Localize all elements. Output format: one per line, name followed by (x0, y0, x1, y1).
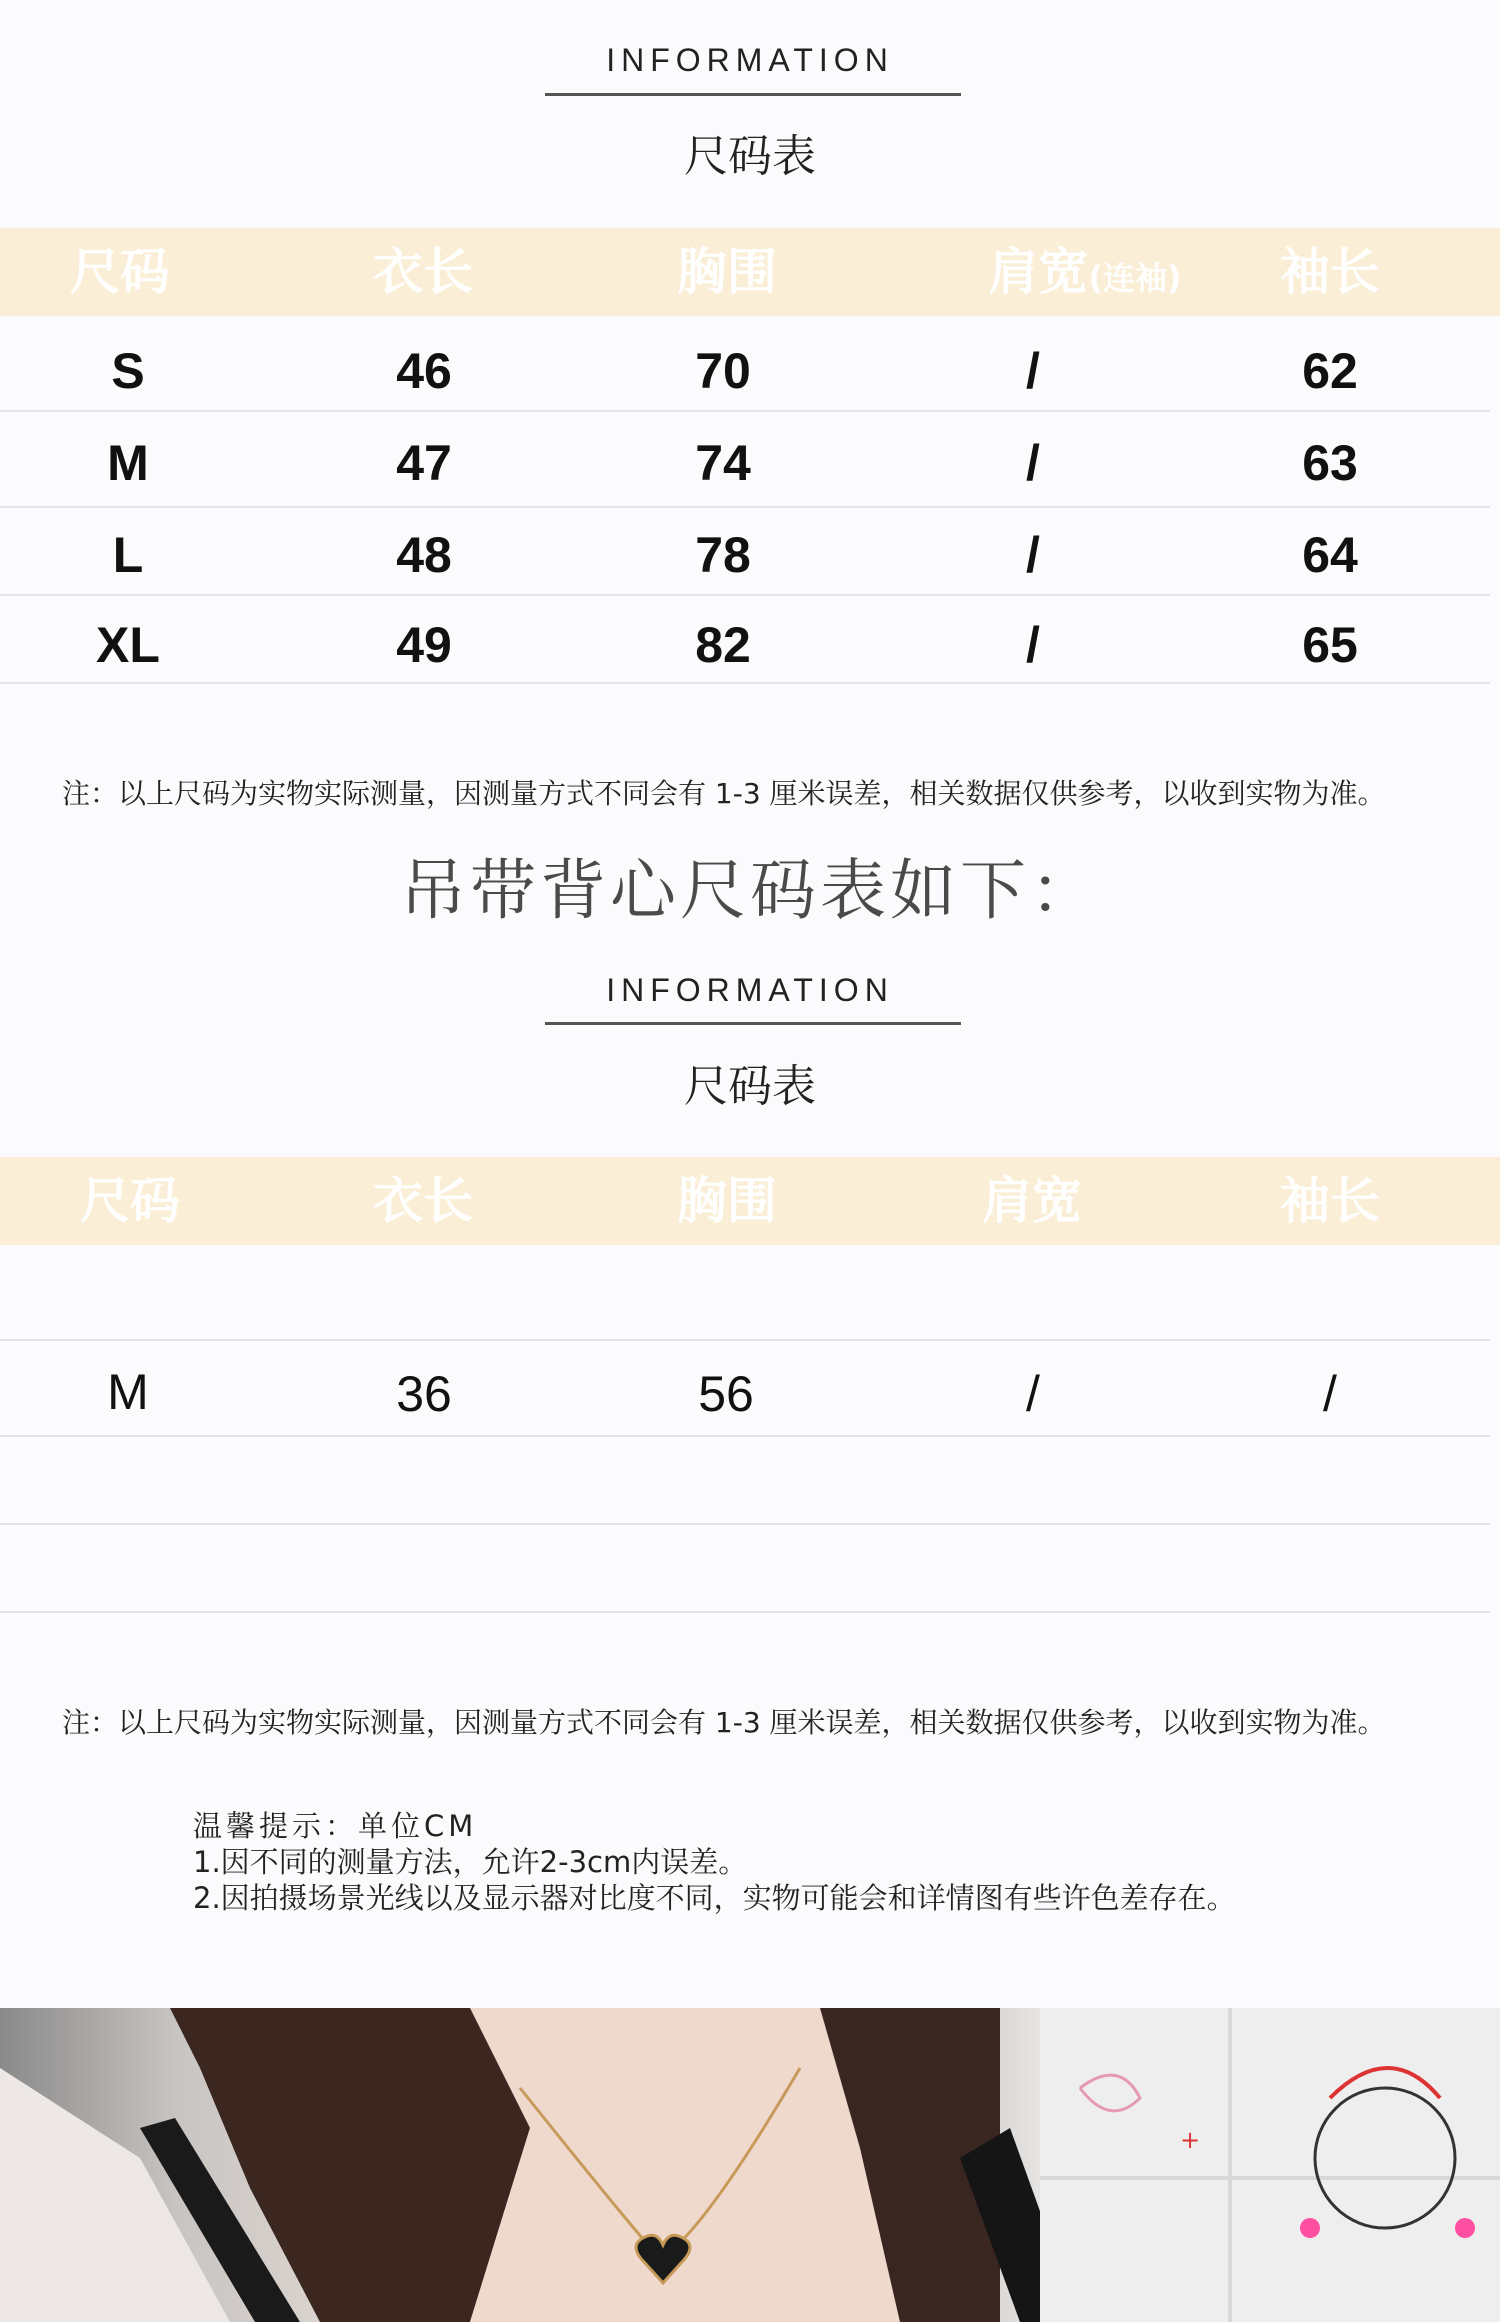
cell-shoulder: / (1026, 343, 1040, 399)
header-shoulder: 肩宽(连袖) (988, 243, 1182, 301)
tips-line-2: 2.因拍摄场景光线以及显示器对比度不同，实物可能会和详情图有些许色差存在。 (193, 1881, 1236, 1915)
header-shoulder: 肩宽 (982, 1172, 1082, 1230)
section2-title-divider (545, 1022, 961, 1025)
section1-cn-title: 尺码表 (684, 131, 816, 182)
header-chest: 胸围 (677, 1172, 777, 1230)
product-photo (0, 2008, 1500, 2322)
cell-length: 36 (396, 1366, 452, 1422)
product-photo-model-necklace-icon (0, 2008, 1500, 2322)
header-length: 衣长 (373, 243, 473, 301)
camisole-table-header (0, 1157, 1500, 1245)
cell-length: 46 (396, 343, 452, 399)
header-length: 衣长 (373, 1172, 473, 1230)
header-shoulder-sub: (连袖) (1088, 259, 1182, 297)
section2-info-title: INFORMATION (606, 972, 894, 1008)
cell-shoulder: / (1026, 527, 1040, 583)
cell-sleeve: 65 (1302, 617, 1358, 673)
header-chest: 胸围 (677, 243, 777, 301)
table-row (0, 596, 1490, 684)
camisole-caption: 吊带背心尺码表如下： (400, 852, 1100, 929)
measurement-note: 注：以上尺码为实物实际测量，因测量方式不同会有 1-3 厘米误差，相关数据仅供参考，以收到实物为准。 (62, 777, 1386, 810)
table-row (0, 508, 1490, 596)
svg-text:+: + (1180, 2126, 1201, 2154)
cell-sleeve: 64 (1302, 527, 1358, 583)
table-row (0, 412, 1490, 508)
size-table-header (0, 228, 1500, 316)
tips-line-1: 1.因不同的测量方法，允许2-3cm内误差。 (193, 1845, 748, 1879)
cell-chest: 78 (695, 527, 751, 583)
cell-chest: 56 (698, 1366, 754, 1422)
cell-size: M (107, 1364, 149, 1420)
cell-shoulder: / (1026, 1366, 1040, 1422)
section1-title-divider (545, 93, 961, 96)
table-row (0, 322, 1490, 412)
warm-tips (193, 1808, 1236, 1916)
table-row-empty (0, 1525, 1490, 1613)
section2-cn-title: 尺码表 (684, 1061, 816, 1112)
cell-size: XL (96, 617, 160, 673)
header-sleeve: 袖长 (1280, 1172, 1380, 1230)
cell-size: S (111, 343, 145, 399)
cell-sleeve: 62 (1302, 343, 1358, 399)
measurement-note: 注：以上尺码为实物实际测量，因测量方式不同会有 1-3 厘米误差，相关数据仅供参考，以收到实物为准。 (62, 1706, 1386, 1739)
cell-chest: 70 (695, 343, 751, 399)
cell-sleeve: / (1323, 1366, 1337, 1422)
cell-size: M (107, 435, 149, 491)
table-row-empty (0, 1247, 1490, 1341)
cell-shoulder: / (1026, 435, 1040, 491)
cell-length: 47 (396, 435, 452, 491)
tips-title: 温馨提示：单位CM (193, 1809, 478, 1843)
table-row-empty (0, 1437, 1490, 1525)
table-row (0, 1341, 1490, 1437)
header-sleeve: 袖长 (1280, 243, 1380, 301)
section1-info-title: INFORMATION (606, 42, 894, 78)
header-size: 尺码 (80, 1172, 180, 1230)
header-size: 尺码 (70, 243, 170, 301)
cell-length: 49 (396, 617, 452, 673)
cell-chest: 82 (695, 617, 751, 673)
cell-shoulder: / (1026, 617, 1040, 673)
cell-length: 48 (396, 527, 452, 583)
cell-size: L (112, 527, 144, 583)
cell-chest: 74 (695, 435, 751, 491)
cell-sleeve: 63 (1302, 435, 1358, 491)
